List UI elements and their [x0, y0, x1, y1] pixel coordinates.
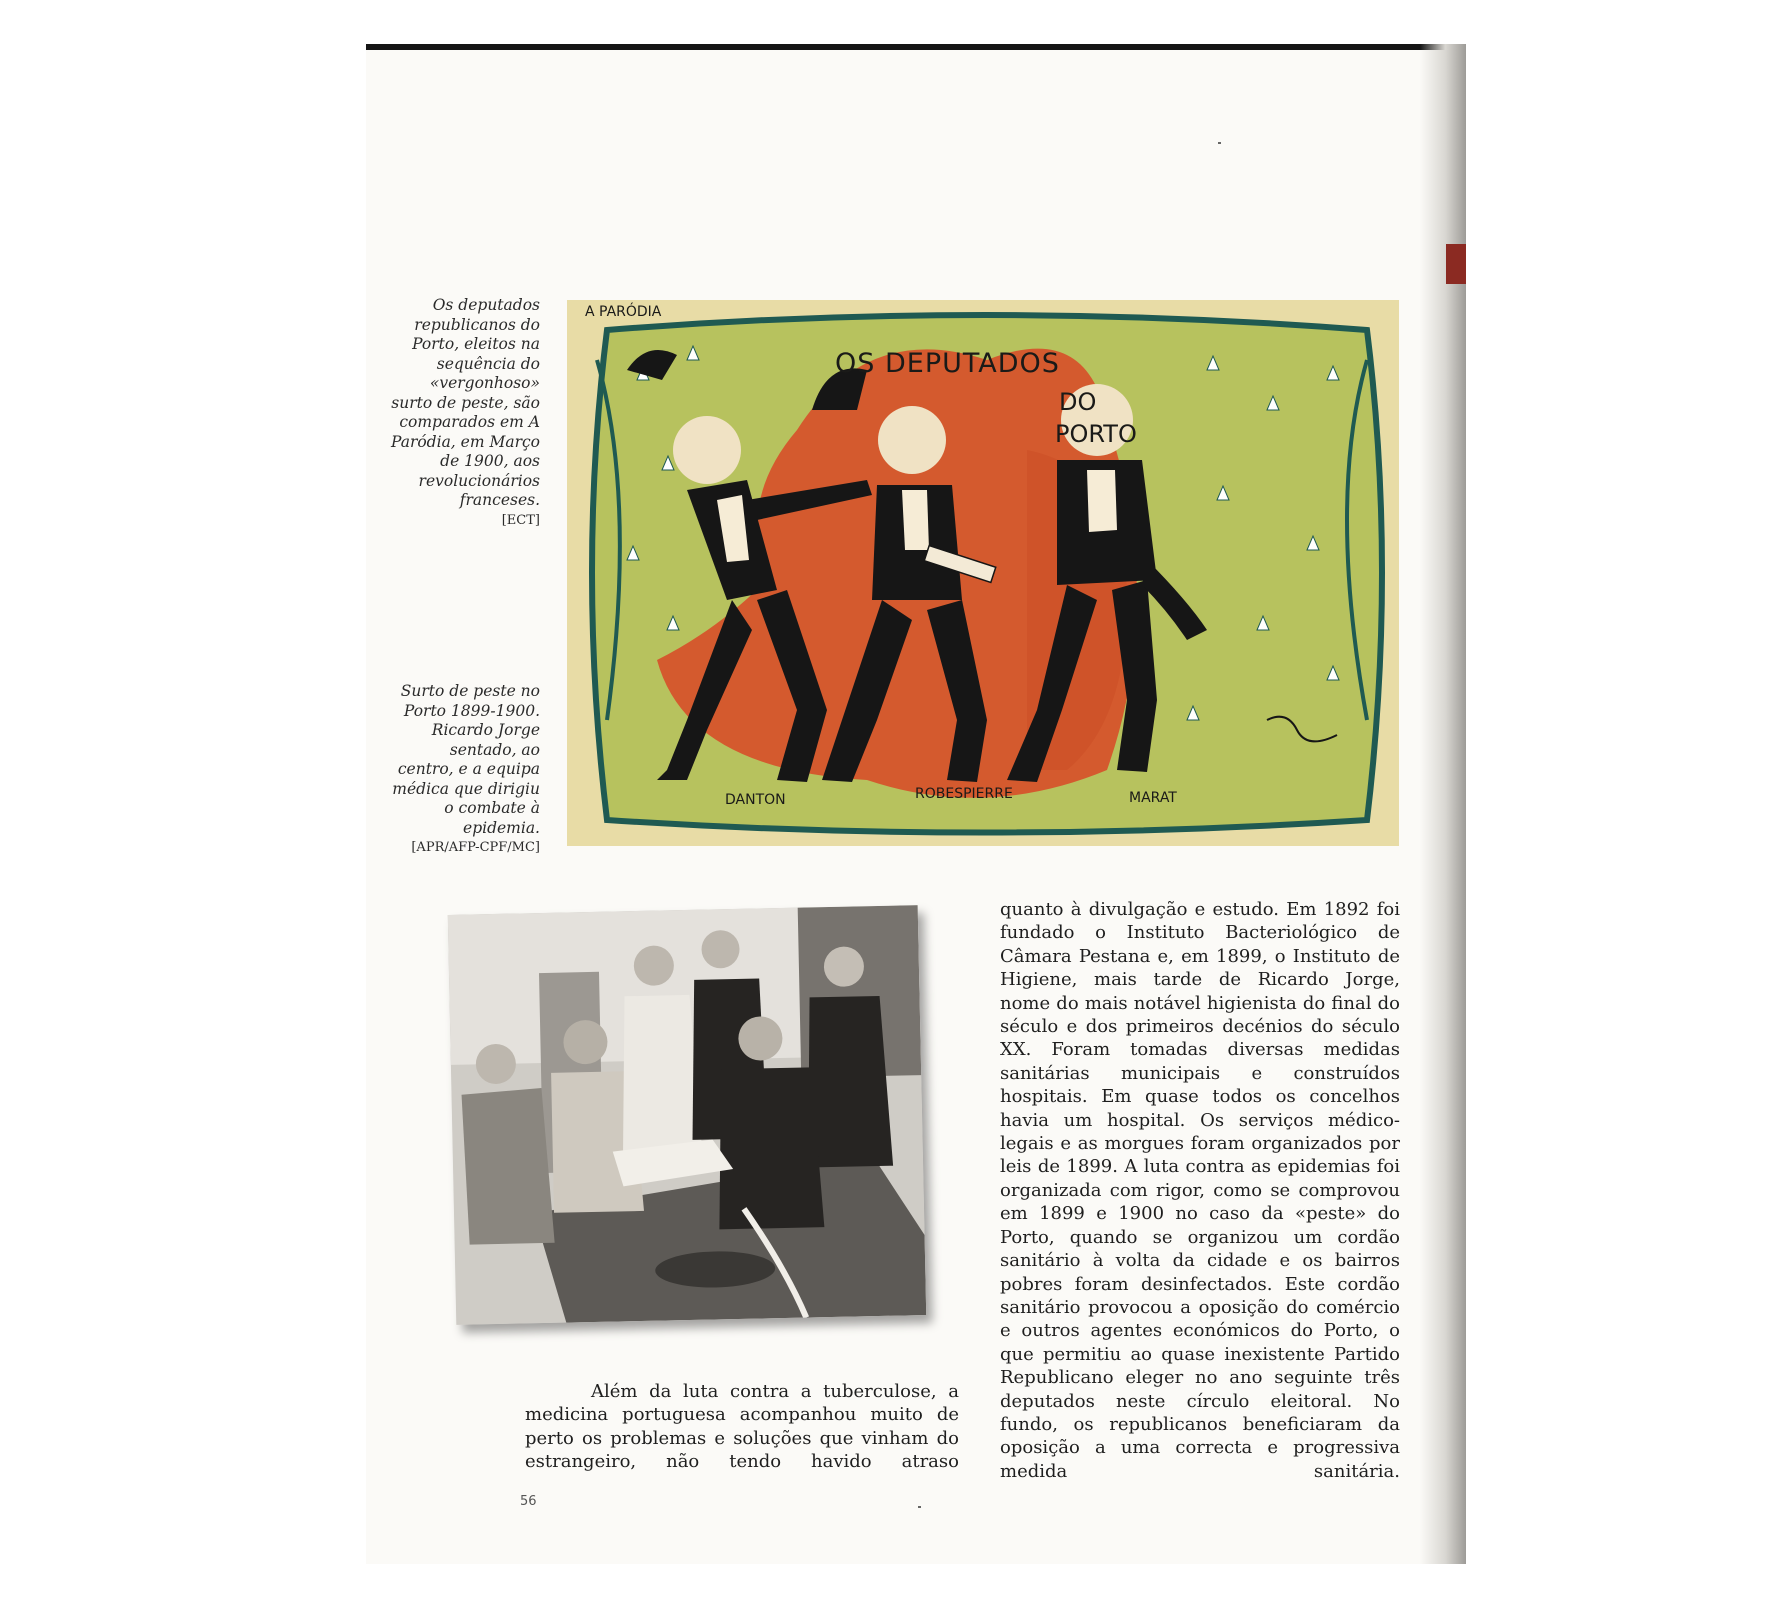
page-number: 56: [520, 1494, 537, 1509]
body-text-right-column: [1000, 898, 1400, 1483]
poster-masthead: A PARÓDIA: [585, 304, 662, 320]
poster-label-danton: DANTON: [725, 792, 786, 808]
poster-label-marat: MARAT: [1129, 790, 1177, 806]
body-text-left-column: [525, 1380, 959, 1474]
poster-caption-text: Os deputados republicanos do Porto, eleitos na sequência do «vergonhoso» surto de peste, são comparados em A Paródia, em Março de 1900, aos revolucionários franceses.: [390, 296, 540, 509]
body-paragraph-right: quanto à divulgação e estudo. Em 1892 foi fundado o Instituto Bacteriológico de Câmara Pestana e, em 1899, o Instituto de Higiene, mais tarde de Ricardo Jorge, nome do mais notável higienista do final do século e dos primeiros decénios do século XX. Foram tomadas diversas medidas sanitárias municipais e construídos hospitais. Em quase todos os concelhos havia um hospital. Os serviços médico-legais e as morgues foram organizados por leis de 1899. A luta contra as epidemias foi organizada com rigor, como se comprovou em 1899 e 1900 no caso da «peste» do Porto, quando se organizou um cordão sanitário à volta da cidade e os bairros pobres foram desinfectados. Este cordão sanitário provocou a oposição do comércio e outros agentes económicos do Porto, o que permitiu ao quase inexistente Partido Republicano eleger no ano seguinte três deputados neste círculo eleitoral. No fundo, os republicanos beneficiaram da oposição a uma correcta e progressiva medida sanitária.: [1000, 899, 1400, 1482]
photo-caption: [390, 682, 540, 858]
body-paragraph-left: Além da luta contra a tuberculose, a medicina portuguesa acompanhou muito de perto os problemas e soluções que vinham do estrangeiro, não tendo havido atraso: [525, 1381, 959, 1473]
poster-label-robespierre: ROBESPIERRE: [915, 786, 1013, 802]
poster-illustration: [567, 300, 1399, 846]
poster-subtitle-do: DO: [1059, 388, 1097, 416]
medical-team-photo: [448, 905, 926, 1325]
poster-subtitle-porto: PORTO: [1055, 420, 1137, 448]
poster-caption: [390, 296, 540, 530]
top-rule: [366, 44, 1466, 50]
chapter-tab-marker: [1446, 244, 1466, 284]
poster-caption-credit: [ECT]: [501, 512, 540, 528]
caricature-poster: [567, 300, 1399, 846]
speck: [1218, 142, 1221, 144]
speck: [918, 1506, 921, 1508]
poster-title: OS DEPUTADOS: [835, 348, 1060, 379]
photo-illustration: [448, 905, 926, 1325]
photo-caption-text: Surto de peste no Porto 1899-1900. Ricardo Jorge sentado, ao centro, e a equipa médica que dirigiu o combate à epidemia.: [392, 682, 540, 837]
photo-caption-credit: [APR/AFP-CPF/MC]: [411, 840, 540, 855]
